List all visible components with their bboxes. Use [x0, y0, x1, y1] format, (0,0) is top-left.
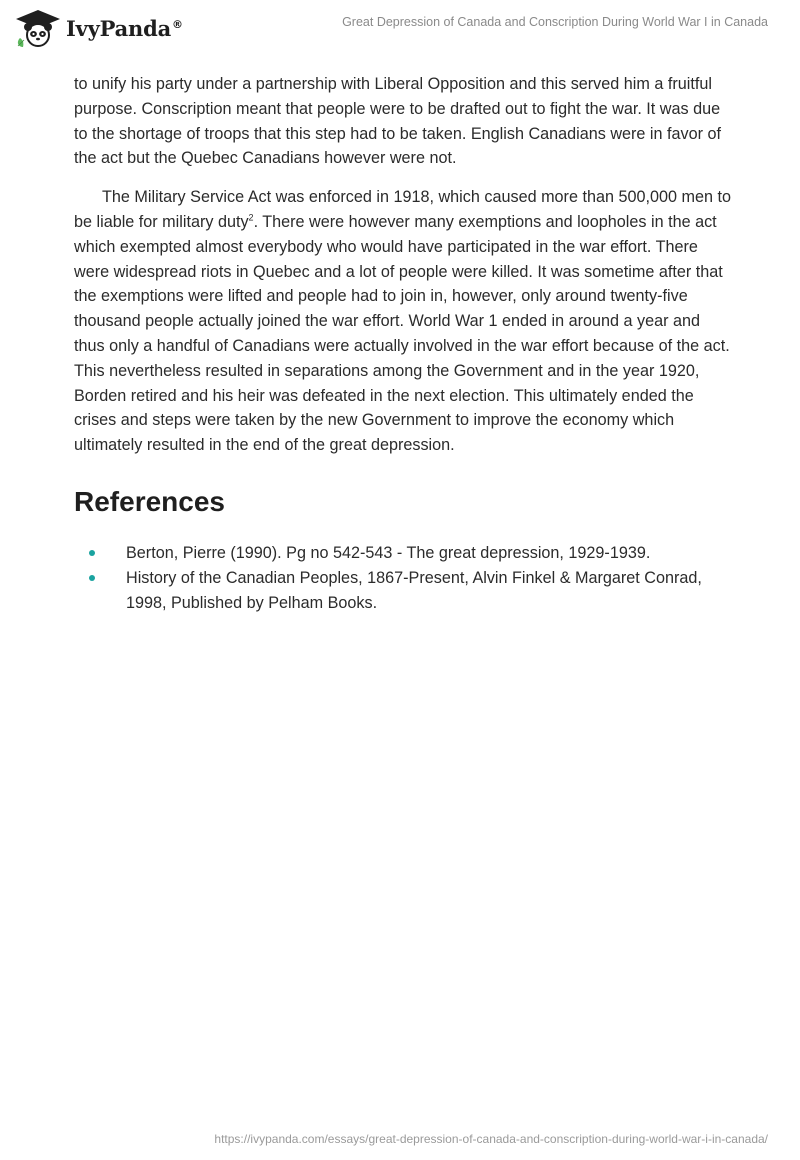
reference-item — [74, 541, 734, 566]
reference-text: Berton, Pierre (1990). Pg no 542-543 - The great depression, 1929-1939. — [126, 543, 651, 562]
paragraph-2 — [74, 185, 734, 458]
paragraph-1: to unify his party under a partnership with Liberal Opposition and this served him a fruitful purpose. Conscription meant that people were to be drafted out to fight the war. It was due to the shortage of troops that this step had to be taken. English Canadians were in favor of the act but the Quebec Canadians however were not. — [74, 75, 722, 168]
footnote-marker[interactable]: 2 — [248, 212, 254, 223]
reference-text: History of the Canadian Peoples, 1867-Present, Alvin Finkel & Margaret Conrad, 1998, Published by Pelham Books. — [126, 568, 702, 612]
source-url[interactable]: https://ivypanda.com/essays/great-depression-of-canada-and-conscription-during-world-war-i-in-canada/ — [214, 1132, 768, 1146]
brand-name: IvyPanda® — [66, 15, 183, 41]
document-title: Great Depression of Canada and Conscription During World War I in Canada — [342, 15, 768, 29]
reference-item — [74, 566, 734, 616]
registered-mark: ® — [172, 17, 183, 31]
paragraph-2-text-start: The Military Service Act was enforced in 1918, which caused more than 500,000 men to be liable for military duty — [74, 188, 731, 231]
bullet-dot-icon — [89, 575, 95, 581]
bullet-dot-icon — [89, 550, 95, 556]
ivypanda-logo[interactable] — [14, 8, 183, 48]
paragraph-2-text-end: . There were however many exemptions and loopholes in the act which exempted almost everybody who would have participated in the war effort. There were widespread riots in Quebec and a lot of people were killed. It was sometime after that the exemptions were lifted and people had to join in, however, only around twenty-five thousand people actually joined the war effort. World War 1 ended in around a year and thus only a handful of Canadians were actually involved in the war effort because of the act. This nevertheless resulted in separations among the Government and in the year 1920, Borden retired and his heir was defeated in the next election. This ultimately ended the crises and steps were taken by the new Government to improve the economy which ultimately resulted in the end of the great depression. — [74, 212, 730, 455]
references-heading: References — [74, 485, 225, 517]
panda-graduate-logo-icon — [14, 8, 62, 48]
essay-content — [74, 72, 734, 616]
page-header — [0, 0, 800, 66]
references-list — [74, 541, 734, 616]
